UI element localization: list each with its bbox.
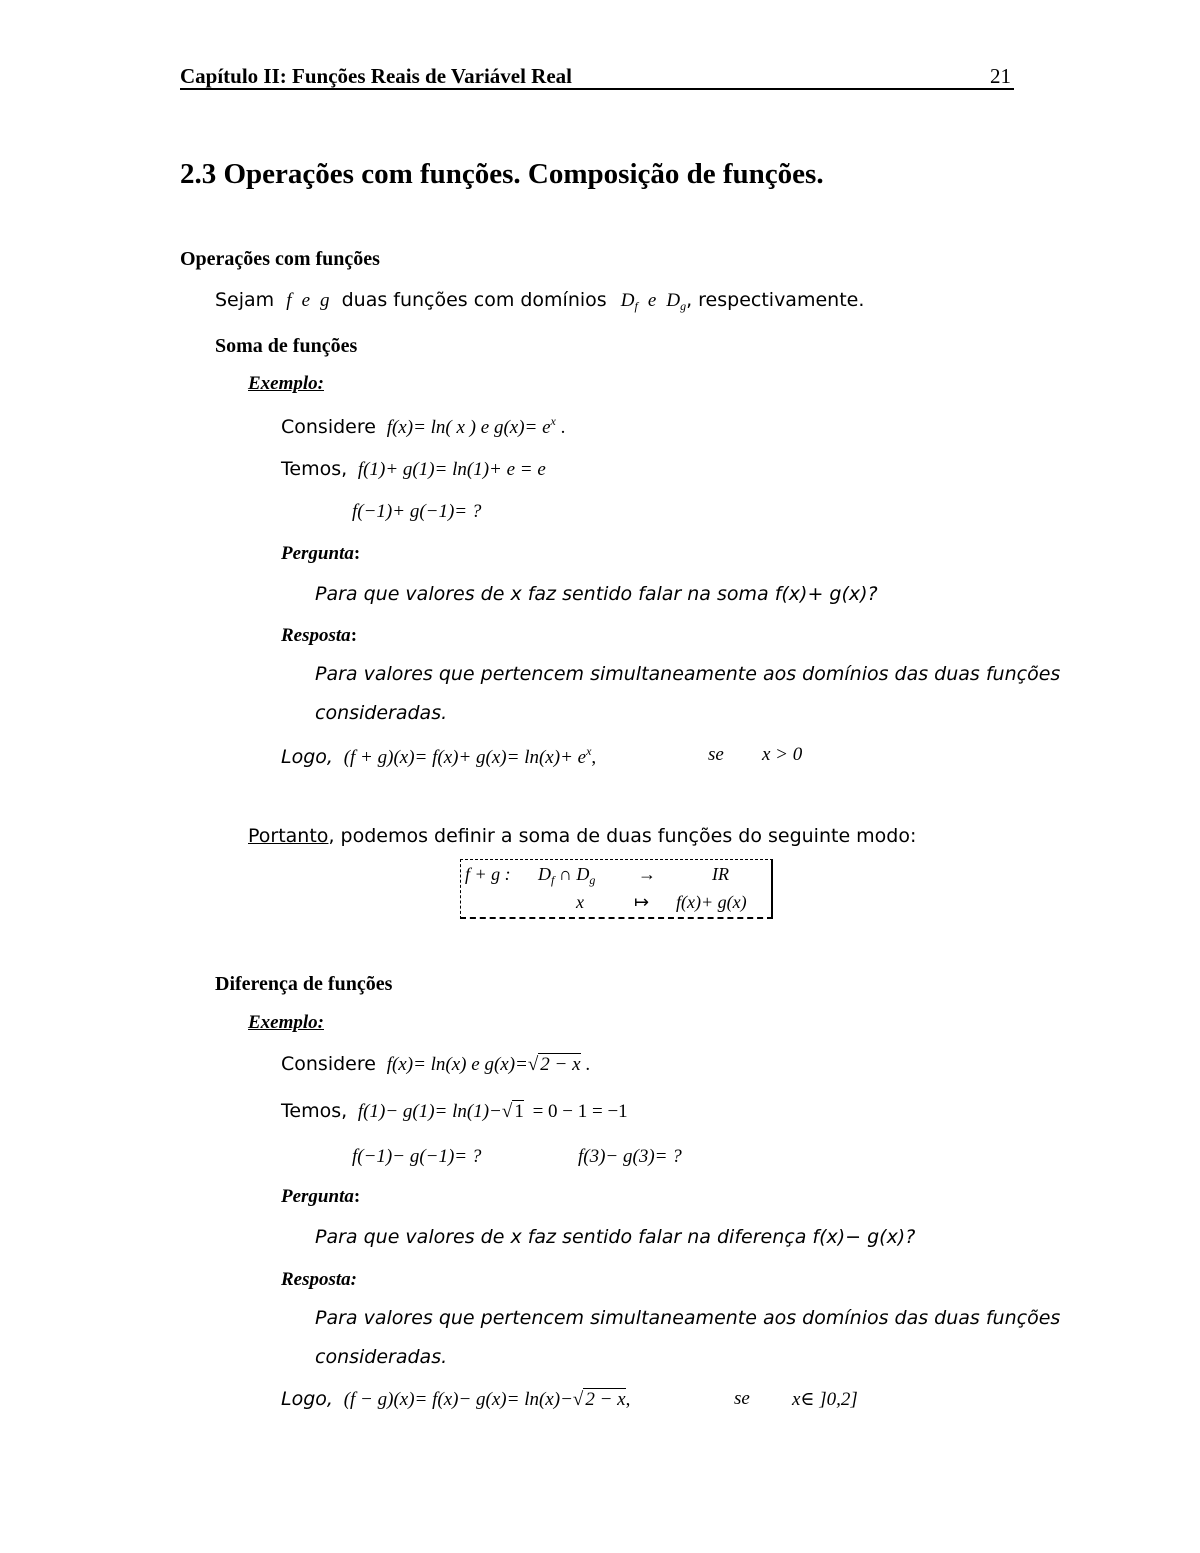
intro-df-letter: D — [620, 290, 635, 311]
def-domain-cap: ∩ D — [558, 864, 590, 884]
dif-logo-math: (f − g)(x)= f(x)− g(x)= ln(x)− — [343, 1389, 573, 1410]
soma-temos-line — [281, 458, 546, 481]
intro-e2: e — [647, 290, 657, 311]
dif-considere-word: Considere — [281, 1053, 376, 1075]
soma-resposta-text-1: Para valores que pertencem simultaneamente aos domínios das duas funções — [315, 663, 1061, 685]
soma-considere-line — [281, 414, 565, 439]
soma-se: se — [708, 744, 724, 765]
dif-pergunta-label: Pergunta — [281, 1186, 354, 1207]
intro-df-sub: f — [634, 299, 638, 313]
soma-pergunta — [281, 543, 360, 565]
intro-df — [621, 290, 638, 311]
diferenca-exemplo-label: Exemplo: — [248, 1012, 324, 1033]
soma-logo-math: (f + g)(x)= f(x)+ g(x)= ln(x)+ e — [343, 747, 587, 768]
soma-pergunta-text: Para que valores de x faz sentido falar na soma f(x)+ g(x)? — [315, 583, 878, 605]
soma-resposta-text-2: consideradas. — [315, 702, 448, 724]
soma-temos-math: f(1)+ g(1)= ln(1)+ e = e — [357, 459, 546, 480]
intro-g: g — [320, 290, 330, 311]
def-row2-image: f(x)+ g(x) — [676, 892, 747, 912]
soma-considere-end: . — [560, 417, 566, 438]
dif-sqrt-radicand: 2 − x — [540, 1054, 581, 1075]
intro-text-2: duas funções com domínios — [341, 289, 607, 311]
dif-resposta-label: Resposta: — [281, 1269, 357, 1290]
soma-logo-word: Logo, — [281, 746, 333, 768]
intro-dg-sub: g — [680, 299, 687, 313]
dif-logo-line — [281, 1388, 630, 1411]
portanto-line — [248, 825, 916, 847]
portanto-rest: , podemos definir a soma de duas funções do seguinte modo: — [328, 825, 917, 847]
header-rule — [180, 88, 1014, 90]
dif-logo-sqrt-radicand: 2 − x — [585, 1389, 626, 1410]
soma-condition: x > 0 — [762, 744, 803, 765]
dif-considere-end: . — [585, 1054, 591, 1075]
dif-condition: x∈ ]0,2] — [792, 1389, 858, 1410]
soma-pergunta-label: Pergunta — [281, 543, 354, 564]
intro-dg — [666, 290, 686, 311]
dif-se: se — [734, 1388, 750, 1409]
diferenca-heading: Diferença de funções — [215, 973, 393, 995]
dif-pergunta — [281, 1186, 360, 1208]
def-row1-name: f + g : — [465, 864, 511, 884]
dif-temos-sqrt-sign: √ — [501, 1101, 513, 1122]
soma-temos-word: Temos, — [281, 458, 348, 480]
portanto-word: Portanto — [248, 825, 329, 847]
dif-temos-math-b: = 0 − 1 = −1 — [532, 1101, 628, 1122]
def-domain-sub-g: g — [589, 873, 596, 887]
dif-temos-line — [281, 1100, 628, 1123]
dif-resposta-text-2: consideradas. — [315, 1346, 448, 1368]
dif-temos-sqrt-radicand: 1 — [514, 1101, 524, 1122]
dif-sqrt-sign: √ — [527, 1054, 539, 1075]
dif-considere-math: f(x)= ln(x) e g(x)= — [386, 1054, 528, 1075]
intro-f: f — [286, 290, 292, 311]
dif-logo-comma: , — [625, 1389, 631, 1410]
def-row1-arrow: → — [638, 864, 656, 884]
dif-temos-math-a: f(1)− g(1)= ln(1)− — [357, 1101, 502, 1122]
soma-line2-math: f(−1)+ g(−1)= ? — [352, 501, 482, 522]
soma-logo-sup: x — [586, 744, 592, 758]
dif-logo-sqrt-sign: √ — [572, 1389, 584, 1410]
intro-e1: e — [301, 290, 310, 311]
dif-logo-word: Logo, — [281, 1388, 333, 1410]
soma-exemplo-label: Exemplo: — [248, 373, 324, 394]
intro-line — [215, 289, 864, 314]
def-row1-codomain: IR — [712, 864, 729, 884]
dif-temos-word: Temos, — [281, 1100, 348, 1122]
header-page-number: 21 — [990, 64, 1011, 88]
intro-dg-letter: D — [666, 290, 681, 311]
def-domain-d1: D — [538, 864, 551, 884]
def-row2-arrow: ↦ — [634, 892, 650, 912]
dif-resposta-text-1: Para valores que pertencem simultaneamente aos domínios das duas funções — [315, 1307, 1061, 1329]
dif-line2-math-a: f(−1)− g(−1)= ? — [352, 1146, 482, 1167]
def-row2-var: x — [576, 892, 584, 912]
def-domain-sub-f: f — [551, 873, 555, 887]
def-row1-domain — [538, 864, 595, 888]
soma-heading: Soma de funções — [215, 335, 358, 357]
soma-resposta-label: Resposta — [281, 625, 351, 646]
dif-pergunta-text: Para que valores de x faz sentido falar na diferença f(x)− g(x)? — [315, 1226, 916, 1248]
dif-pergunta-colon: : — [353, 1186, 361, 1207]
soma-considere-sup: x — [550, 414, 556, 428]
dif-considere-line — [281, 1053, 590, 1076]
soma-logo-comma: , — [591, 747, 597, 768]
soma-considere-word: Considere — [281, 416, 376, 438]
intro-text-3: , respectivamente. — [686, 289, 865, 311]
section-title: 2.3 Operações com funções. Composição de funções. — [180, 158, 824, 190]
intro-text-1: Sejam — [215, 289, 275, 311]
soma-logo-line — [281, 744, 596, 769]
header-chapter-title: Capítulo II: Funções Reais de Variável Real — [180, 64, 573, 88]
soma-resposta-colon: : — [350, 625, 358, 646]
ops-heading: Operações com funções — [180, 248, 380, 270]
dif-line2-math-b: f(3)− g(3)= ? — [578, 1146, 682, 1167]
soma-pergunta-colon: : — [353, 543, 361, 564]
soma-considere-math: f(x)= ln( x ) e g(x)= e — [386, 417, 551, 438]
soma-resposta — [281, 625, 357, 647]
